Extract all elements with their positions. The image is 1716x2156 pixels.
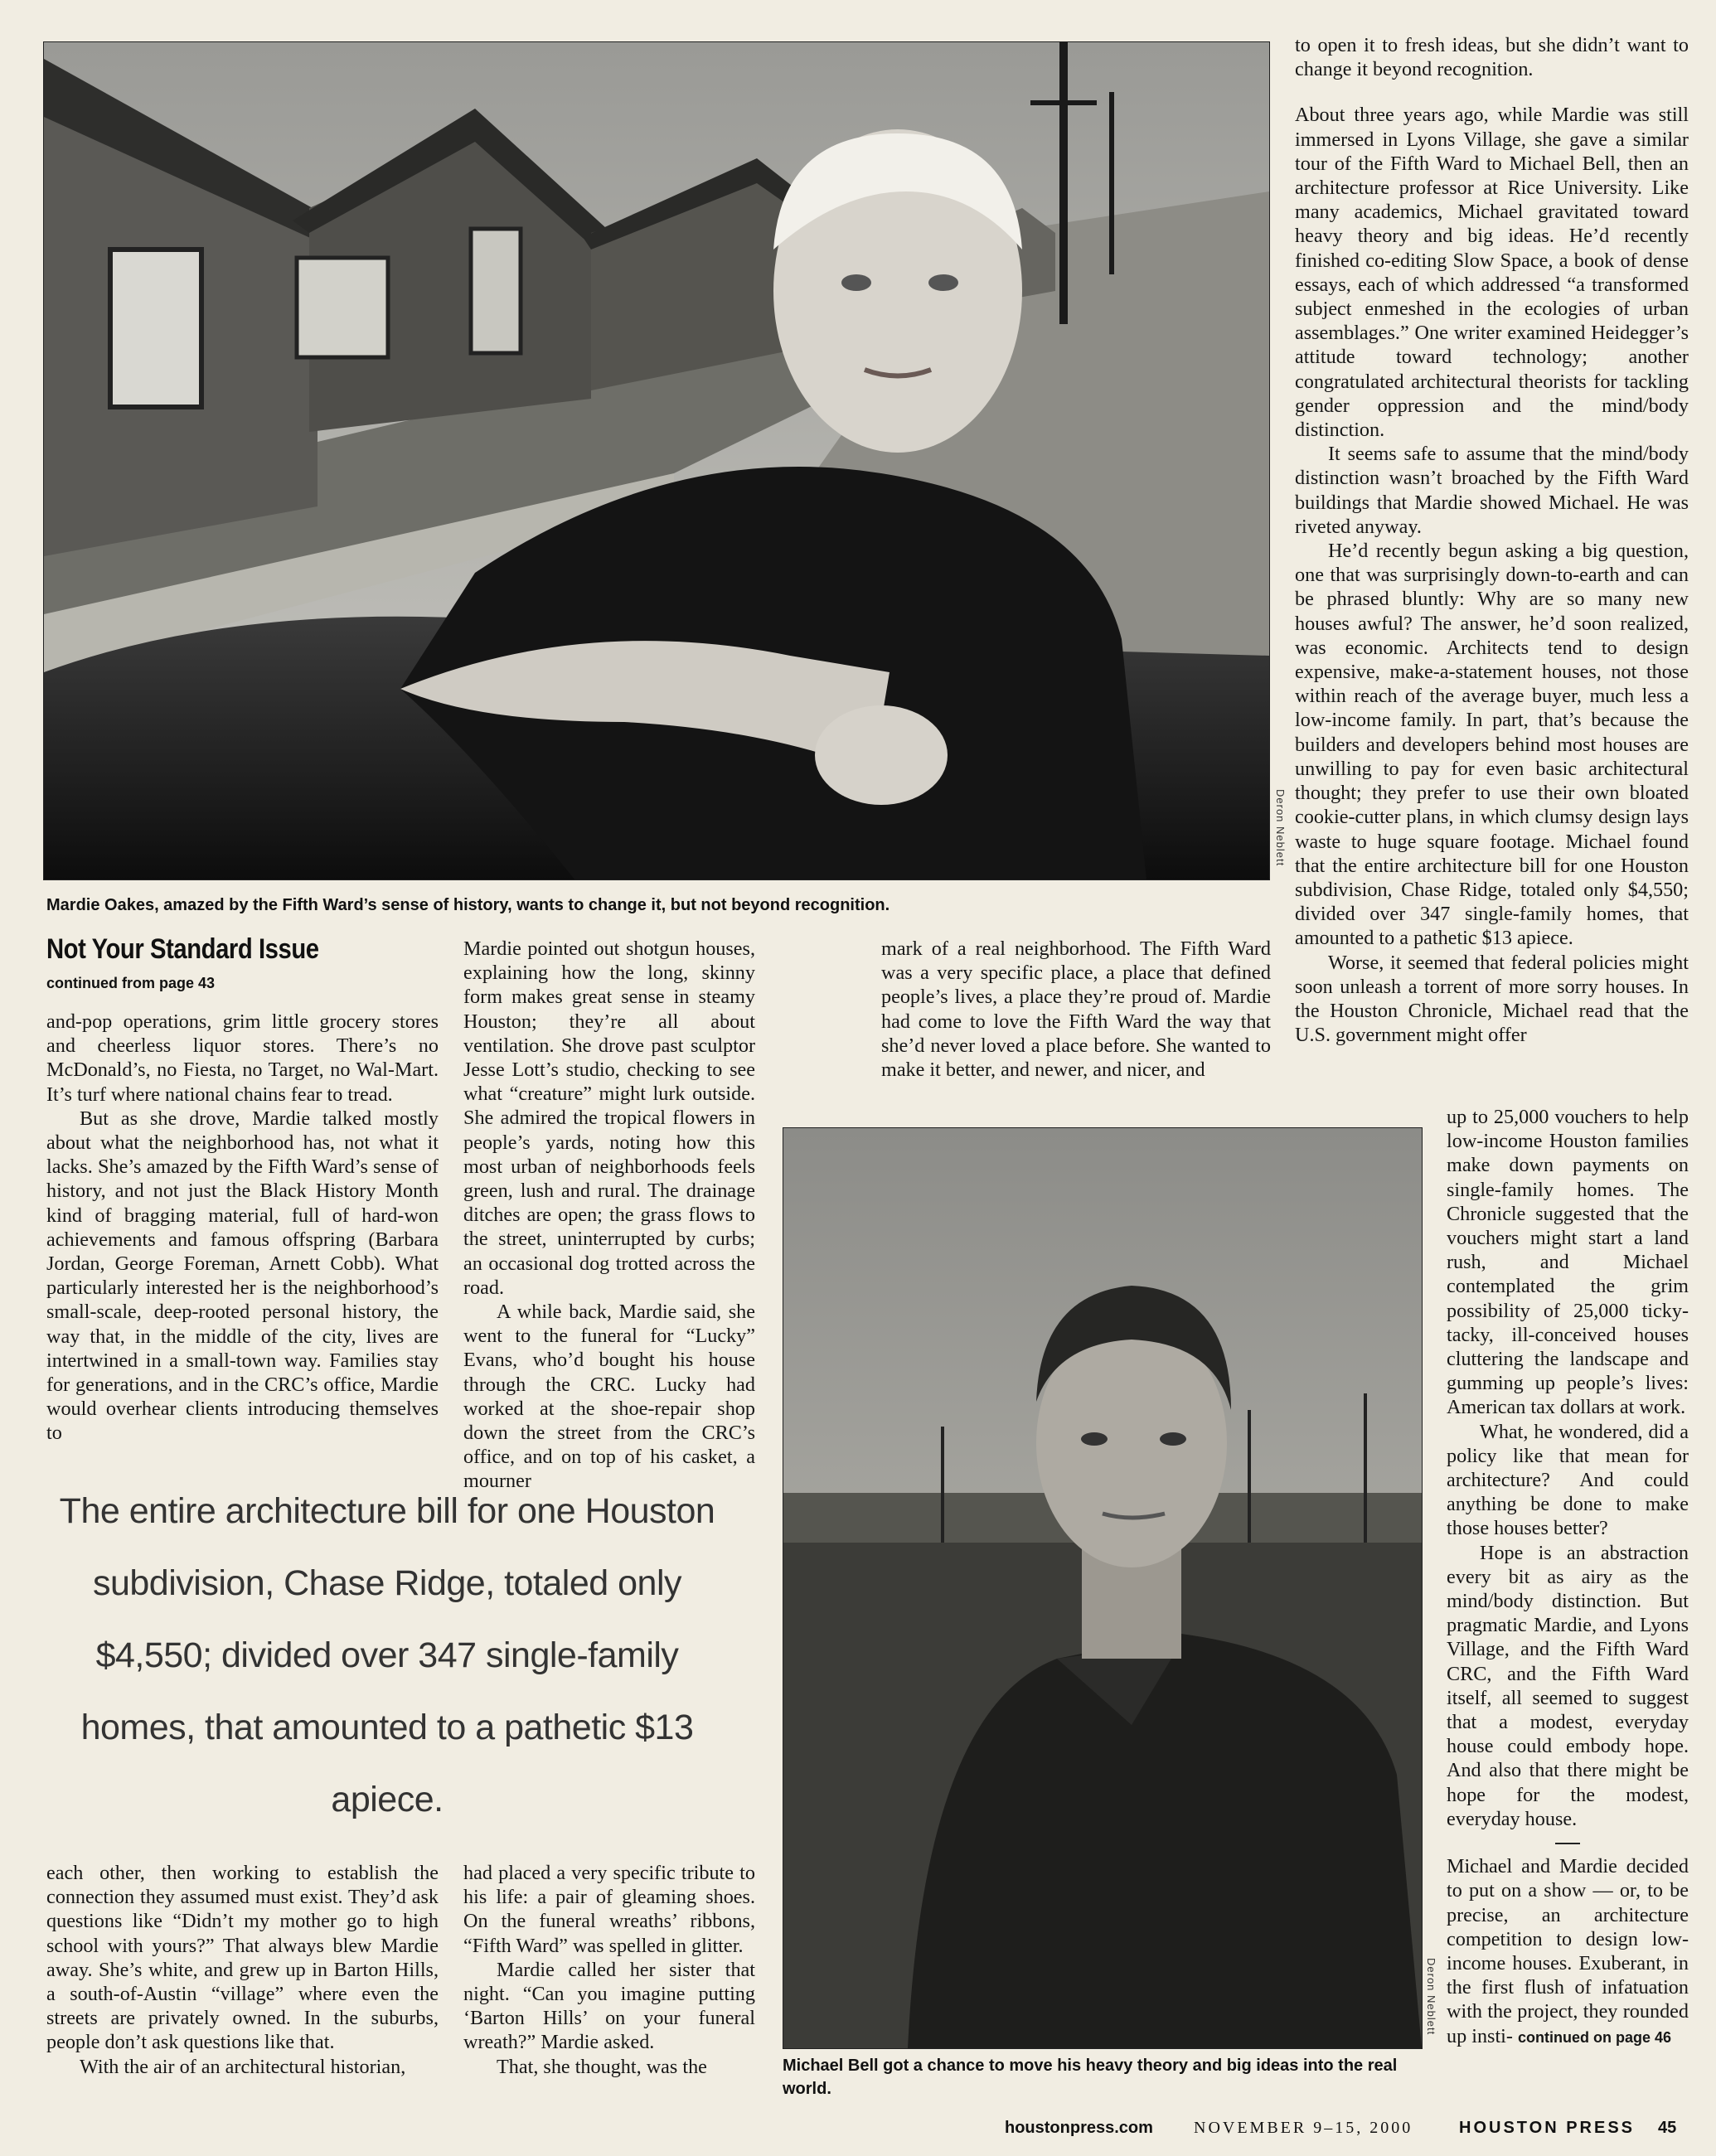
photo-credit-top: Deron Neblett bbox=[1274, 789, 1287, 867]
paragraph: A while back, Mardie said, she went to the funeral for “Lucky” Evans, who’d bought his house through the CRC. Lucky had worked at the shoe-repair shop down the street from the CRC’s office, and on top of his casket, a mourner bbox=[463, 1301, 755, 1493]
column-3-top bbox=[881, 937, 1271, 1102]
paragraph: He’d recently begun asking a big question, one that was surprisingly down-to-earth and can be phrased bluntly: Why are so many new houses awful? The answer, he’d soon realized, was economic. Architects tend to design expensive, make-a-statement houses, not those within reach of the average buyer, much less a low-income family. In part, that’s because the builders and developers behind most houses are unwilling to pay for even basic architectural thought; they prefer to use their own bloated cookie-cutter plans, in which clumsy design lays waste to huge square footage. Michael found that the entire architecture bill for one Houston subdivision, Chase Ridge, totaled only $4,550; divided over 347 single-family homes, that amounted to a pathetic $13 apiece. bbox=[1295, 540, 1689, 950]
paragraph: That, she thought, was the bbox=[497, 2055, 707, 2078]
paragraph: Hope is an abstraction every bit as airy as the mind/body distinction. But pragmatic Mardie, and Lyons Village, and the Fifth Ward CRC, and the Fifth Ward itself, all seemed to suggest that a modest, everyday house could embody hope. And also that there might be hope for the modest, everyday house. bbox=[1447, 1541, 1689, 1830]
paragraph: It seems safe to assume that the mind/body distinction wasn’t broached by the Fifth Ward buildings that Mardie showed Michael. He was riveted anyway. bbox=[1295, 443, 1689, 538]
paragraph: up to 25,000 vouchers to help low-income Houston families make down payments on single-family homes. The Chronicle suggested that the vouchers might start a land rush, and Michael contemplated the grim possibility of 25,000 ticky-tacky, ill-conceived houses cluttering the landscape and gumming up people’s lives: American tax dollars at work. bbox=[1447, 1106, 1689, 1419]
column-1-top bbox=[46, 1010, 439, 1475]
paragraph-text: Michael and Mardie decided to put on a show — or, to be precise, an architecture competition to design low-income houses. Exuberant, in the first flush of infatuation with the project, they rounded up insti- bbox=[1447, 1855, 1689, 2047]
photo-mardie-oakes bbox=[43, 41, 1270, 880]
photo-michael-bell bbox=[783, 1127, 1423, 2049]
paragraph: What, he wondered, did a policy like that mean for architecture? And could anything be done to make those houses better? bbox=[1447, 1420, 1689, 1540]
footer-date: NOVEMBER 9–15, 2000 bbox=[1194, 2119, 1413, 2137]
photo-credit-bottom: Deron Neblett bbox=[1425, 1958, 1437, 2036]
continued-on-link[interactable]: continued on page 46 bbox=[1518, 2028, 1672, 2046]
paragraph: About three years ago, while Mardie was still immersed in Lyons Village, she gave a similar tour of the Fifth Ward to Michael Bell, then an architecture professor at Rice University. Like many academics, Michael gravitated toward heavy theory and big ideas. He’d recently finished co-editing Slow Space, a book of dense essays, each of which addressed “a transformed subject enmeshed in the ecologies of urban assemblages.” One writer examined Heidegger’s attitude toward technology; another congratulated architectural theorists for tackling gender oppression and the mind/body distinction. bbox=[1295, 104, 1689, 442]
photo-michael-illustration bbox=[783, 1128, 1422, 2048]
column-2-top bbox=[463, 937, 755, 1493]
footer-paper: HOUSTON PRESS bbox=[1459, 2119, 1635, 2137]
column-2-bottom bbox=[463, 1861, 755, 2118]
paragraph: Mardie called her sister that night. “Can you imagine putting ‘Barton Hills’ on your funeral wreath?” Mardie asked. bbox=[463, 1958, 755, 2054]
footer-site: houstonpress.com bbox=[1005, 2119, 1153, 2137]
paragraph: to open it to fresh ideas, but she didn’t want to change it beyond recognition. bbox=[1295, 34, 1689, 81]
continued-from-label: continued from page 43 bbox=[46, 975, 216, 991]
paragraph: With the air of an architectural historian, bbox=[80, 2055, 406, 2078]
photo-mardie-illustration bbox=[44, 42, 1269, 879]
pull-quote: The entire architecture bill for one Houston subdivision, Chase Ridge, totaled only $4,550; divided over 347 single-family homes, that amounted to a pathetic $13 apiece. bbox=[59, 1491, 715, 1819]
photo-caption-top: Mardie Oakes, amazed by the Fifth Ward’s sense of history, wants to change it, but not beyond recognition. bbox=[46, 896, 890, 914]
section-divider bbox=[1555, 1843, 1580, 1844]
paragraph: Worse, it seemed that federal policies might soon unleash a torrent of more sorry houses. In the Houston Chronicle, Michael read that the U.S. government might offer bbox=[1295, 951, 1689, 1047]
article-headline: Not Your Standard Issue bbox=[46, 933, 319, 965]
paragraph: mark of a real neighborhood. The Fifth Ward was a very specific place, a place that defined people’s lives, a place they’re proud of. Mardie had come to love the Fifth Ward the way that she’d never loved a place before. She wanted to make it better, and newer, and nicer, and bbox=[881, 937, 1271, 1082]
paragraph bbox=[1447, 1854, 1689, 2050]
paragraph: had placed a very specific tribute to his life: a pair of gleaming shoes. On the funeral wreaths’ ribbons, “Fifth Ward” was spelled in glitter. bbox=[463, 1862, 755, 1957]
column-4-narrow bbox=[1447, 1105, 1689, 2100]
footer-page-number: 45 bbox=[1658, 2119, 1677, 2137]
paragraph: But as she drove, Mardie talked mostly about what the neighborhood has, not what it lacks. She’s amazed by the Fifth Ward’s sense of history, and not just the Black History Month kind of bragging material, full of hard-won achievements and famous offspring (Barbara Jordan, George Foreman, Arnett Cobb). What particularly interested her is the neighborhood’s small-scale, deep-rooted personal history, the way that, in the middle of the city, lives are intertwined in a small-town way. Families stay for generations, and in the CRC’s office, Mardie would overhear clients introducing themselves to bbox=[46, 1107, 439, 1445]
column-4-top bbox=[1295, 33, 1689, 1123]
paragraph: each other, then working to establish the connection they assumed must exist. They’d ask questions like “Didn’t my mother go to high school with yours?” That always blew Mardie away. She’s white, and grew up in Barton Hills, a south-of-Austin “village” where even the streets are privately owned. In the suburbs, people don’t ask questions like that. bbox=[46, 1862, 439, 2054]
column-1-bottom bbox=[46, 1861, 439, 2118]
photo-caption-bottom: Michael Bell got a chance to move his heavy theory and big ideas into the real world. bbox=[783, 2057, 1398, 2098]
paragraph: Mardie pointed out shotgun houses, explaining how the long, skinny form makes great sense in steamy Houston; they’re all about ventilation. She drove past sculptor Jesse Lott’s studio, checking to see what “creature” might lurk outside. She admired the tropical flowers in people’s yards, noting how this most urban of neighborhoods feels green, lush and rural. The drainage ditches are open; the grass flows to the street, uninterrupted by curbs; an occasional dog trotted across the road. bbox=[463, 937, 755, 1299]
paragraph: and-pop operations, grim little grocery stores and cheerless liquor stores. There’s no McDonald’s, no Fiesta, no Target, no Wal-Mart. It’s turf where national chains fear to tread. bbox=[46, 1010, 439, 1106]
